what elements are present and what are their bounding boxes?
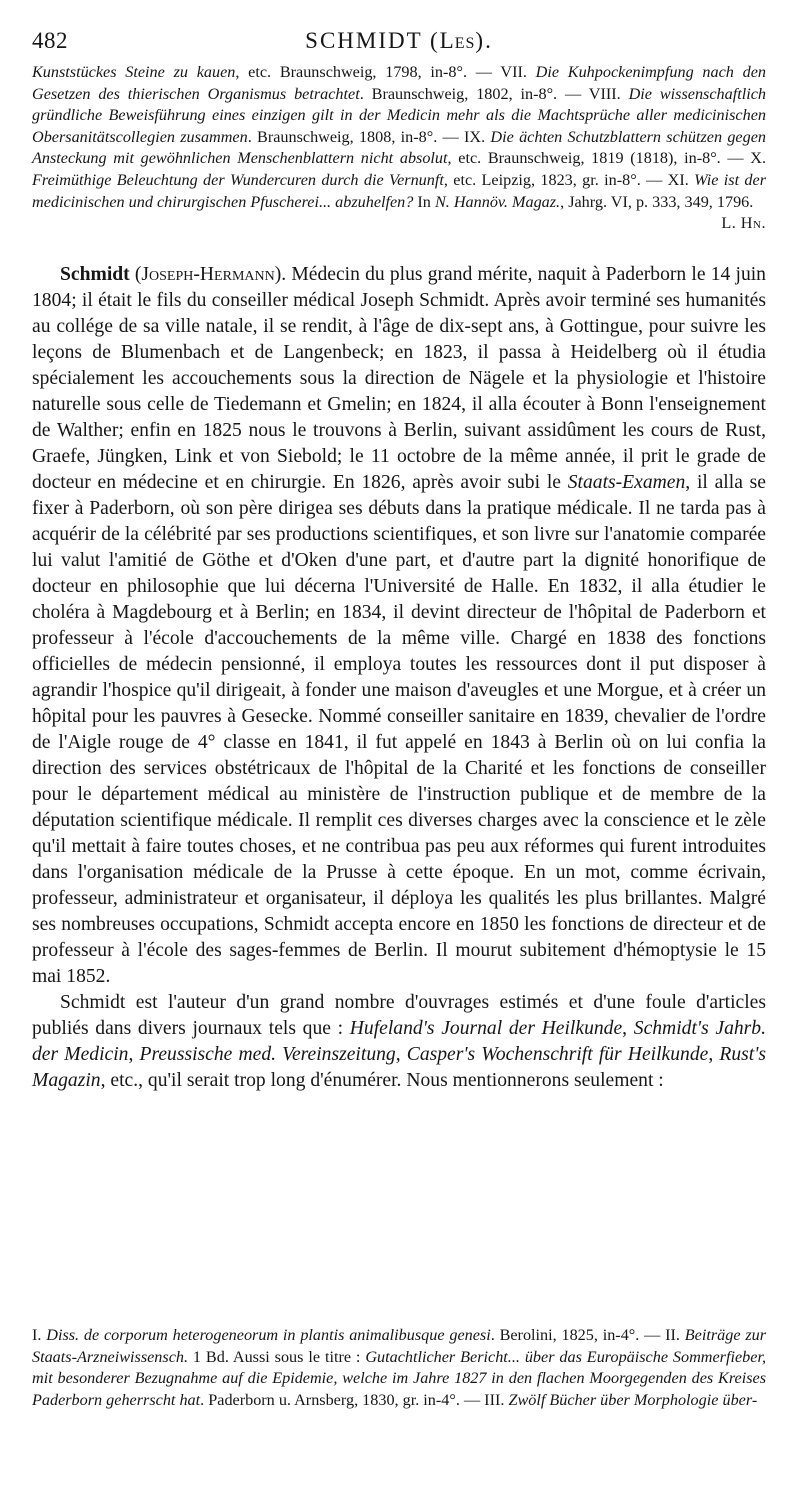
work-title: Diss. de corporum heterogeneorum in plantis animalibusque genesi bbox=[46, 1326, 491, 1344]
journal-title: Rust's Magazin bbox=[32, 1044, 767, 1091]
work-title: Kunststückes Steine zu kauen bbox=[32, 63, 236, 81]
text-run: Schmidt est l'auteur d'un grand nombre d'ouvrages estimés et d'une foule d'articles publiés dans divers journaux tels que : bbox=[32, 992, 766, 1039]
previous-article-bibliography bbox=[32, 62, 766, 235]
works-list bbox=[32, 1325, 766, 1411]
text-run: . Braunschweig, 1808, in-8°. — IX. bbox=[247, 127, 491, 146]
text-run: ). Médecin du plus grand mérite, naquit à Paderborn le 14 juin 1804; il était le fils du conseiller médical Joseph Schmidt. Après avoir terminé ses humanités au collége de sa ville natale, il se rendit, à l'âge de dix-sept ans, à Gottingue, pour suivre les leçons de Blumenbach et de Langenbeck; en 1823, il passa à Heidelberg où il étudia spécialement les accouchements sous la direction de Nägele et la physiologie et l'histoire naturelle sous celle de Tiedemann et Gmelin; en 1824, il alla écouter à Bonn l'enseignement de Walther; enfin en 1825 nous le trouvons à Berlin, suivant assidûment les cours de Rust, Graefe, Jüngken, Link et von Siebold; le 11 octobre de la même année, il prit le grade de docteur en médecine et en chirurgie. En 1826, après avoir subi le bbox=[32, 264, 766, 493]
work-title: Die wissenschaftlich gründliche Beweisführung eines einzigen gilt in der Medicin mehr als die Machtsprüche aller medicinischen Obersanitätscollegien zusammen bbox=[32, 84, 766, 146]
text-run: . Braunschweig, 1802, in-8°. — VIII. bbox=[359, 84, 629, 103]
text-run: , bbox=[128, 1044, 140, 1065]
given-names: Joseph-Hermann bbox=[141, 264, 275, 285]
article-paragraph-1 bbox=[32, 262, 766, 990]
previous-article-text bbox=[32, 62, 767, 233]
work-title: Die ächten Schutzblattern schützen gegen Ansteckung mit gewöhnlichen Menschenblattern nicht absolut bbox=[32, 127, 766, 168]
page-header bbox=[32, 22, 766, 62]
author-signature: L. Hn. bbox=[721, 214, 766, 233]
running-head bbox=[32, 28, 766, 54]
italic-term: Staats-Examen bbox=[567, 472, 686, 493]
running-head-main: SCHMIDT ( bbox=[305, 28, 440, 53]
text-run: , bbox=[395, 1044, 407, 1065]
journal-title: Schmidt's Jahrb. der Medicin bbox=[32, 1018, 767, 1065]
text-run: , bbox=[708, 1044, 720, 1065]
journal-title: N. Hannöv. Magaz. bbox=[434, 192, 561, 211]
work-title: Zwölf Bücher über Morphologie über- bbox=[508, 1390, 758, 1409]
article-headword: Schmidt bbox=[60, 264, 130, 285]
text-run: , etc. Braunschweig, 1819 (1818), in-8°. — X. bbox=[447, 149, 766, 168]
works-list-text bbox=[32, 1325, 766, 1411]
work-title: Gutachtlicher Bericht... über das Europäische Sommerfieber, mit besonderer Bezugnahme auf die Epidemie, welche im Jahre 1827 in den flachen Moorgegenden des Kreises Paderborn geherrscht hat bbox=[32, 1347, 766, 1409]
text-run: 1 Bd. Aussi sous le titre : bbox=[188, 1347, 366, 1366]
text-run: ( bbox=[129, 264, 142, 285]
work-title: Freimüthige Beleuchtung der Wundercuren durch die Vernunft bbox=[32, 170, 444, 189]
work-title: Wie ist der medicinischen und chirurgischen Pfuscherei... abzuhelfen? bbox=[32, 170, 766, 211]
page-number: 482 bbox=[32, 28, 68, 53]
work-title: Beiträge zur Staats-Arzneiwissensch. bbox=[32, 1326, 767, 1366]
main-article bbox=[32, 262, 766, 1094]
text-run: , bbox=[622, 1018, 634, 1039]
text-run: I. bbox=[32, 1326, 47, 1344]
text-run: In bbox=[413, 192, 435, 211]
text-run: , Jahrg. VI, p. 333, 349, 1796. bbox=[560, 192, 754, 211]
text-run: , etc. Braunschweig, 1798, in-8°. — VII. bbox=[235, 63, 536, 81]
journal-title: Preussische med. Vereinszeitung bbox=[139, 1044, 396, 1065]
text-run: , etc. Leipzig, 1823, gr. in-8°. — XI. bbox=[443, 170, 695, 189]
running-head-close: ). bbox=[475, 28, 493, 53]
running-head-small-caps: Les bbox=[439, 28, 476, 53]
journal-title: Casper's Wochenschrift für Heilkunde bbox=[406, 1044, 709, 1065]
text-run: , etc., qu'il serait trop long d'énumérer. Nous mentionnerons seulement : bbox=[100, 1070, 664, 1091]
text-run: . Paderborn u. Arnsberg, 1830, gr. in-4°. — III. bbox=[200, 1390, 509, 1409]
journal-title: Hufeland's Journal der Heilkunde bbox=[349, 1018, 623, 1039]
text-run: , il alla se fixer à Paderborn, où son père dirigea ses débuts dans la pratique médicale. Il ne tarda pas à acquérir de la célébrité par ses productions scientifiques, et son livre sur l'anatomie comparée lui valut l'amitié de Göthe et d'Oken d'une part, et d'autre part la dignité honorifique de docteur en philosophie que lui décerna l'Université de Halle. En 1832, il alla étudier le choléra à Magdebourg et à Berlin; en 1834, il devint directeur de l'hôpital de Paderborn et professeur à l'école d'accouchements de la même ville. Chargé en 1838 des fonctions officielles de médecin pensionné, il employa toutes les ressources dont il put disposer à agrandir l'hospice qu'il dirigeait, à fonder une maison d'aveugles et une Morgue, et à créer un hôpital pour les pauvres à Gesecke. Nommé conseiller sanitaire en 1839, chevalier de l'ordre de l'Aigle rouge de 4° classe en 1841, il fut appelé en 1843 à Berlin où on lui confia la direction des services obstétricaux de l'hôpital de la Charité et les fonctions de conseiller pour le département médical au ministère de l'instruction publique et de membre de la députation scientifique médicale. Il remplit ces diverses charges avec la conscience et le zèle qu'il mettait à faire toutes choses, et ne contribua pas peu aux réformes qui furent introduites dans l'organisation médicale de la Prusse à cette époque. En un mot, comme écrivain, professeur, administrateur et organisateur, il déploya les qualités les plus brillantes. Malgré ses nombreuses occupations, Schmidt accepta encore en 1850 les fonctions de directeur et de professeur à l'école des sages-femmes de Berlin. Il mourut subitement d'hémoptysie le 15 mai 1852. bbox=[32, 472, 766, 987]
article-paragraph-2 bbox=[32, 990, 766, 1094]
work-title: Die Kuhpockenimpfung nach den Gesetzen des thierischen Organismus betrachtet bbox=[32, 63, 767, 103]
text-run: . Berolini, 1825, in-4°. — II. bbox=[490, 1326, 685, 1344]
